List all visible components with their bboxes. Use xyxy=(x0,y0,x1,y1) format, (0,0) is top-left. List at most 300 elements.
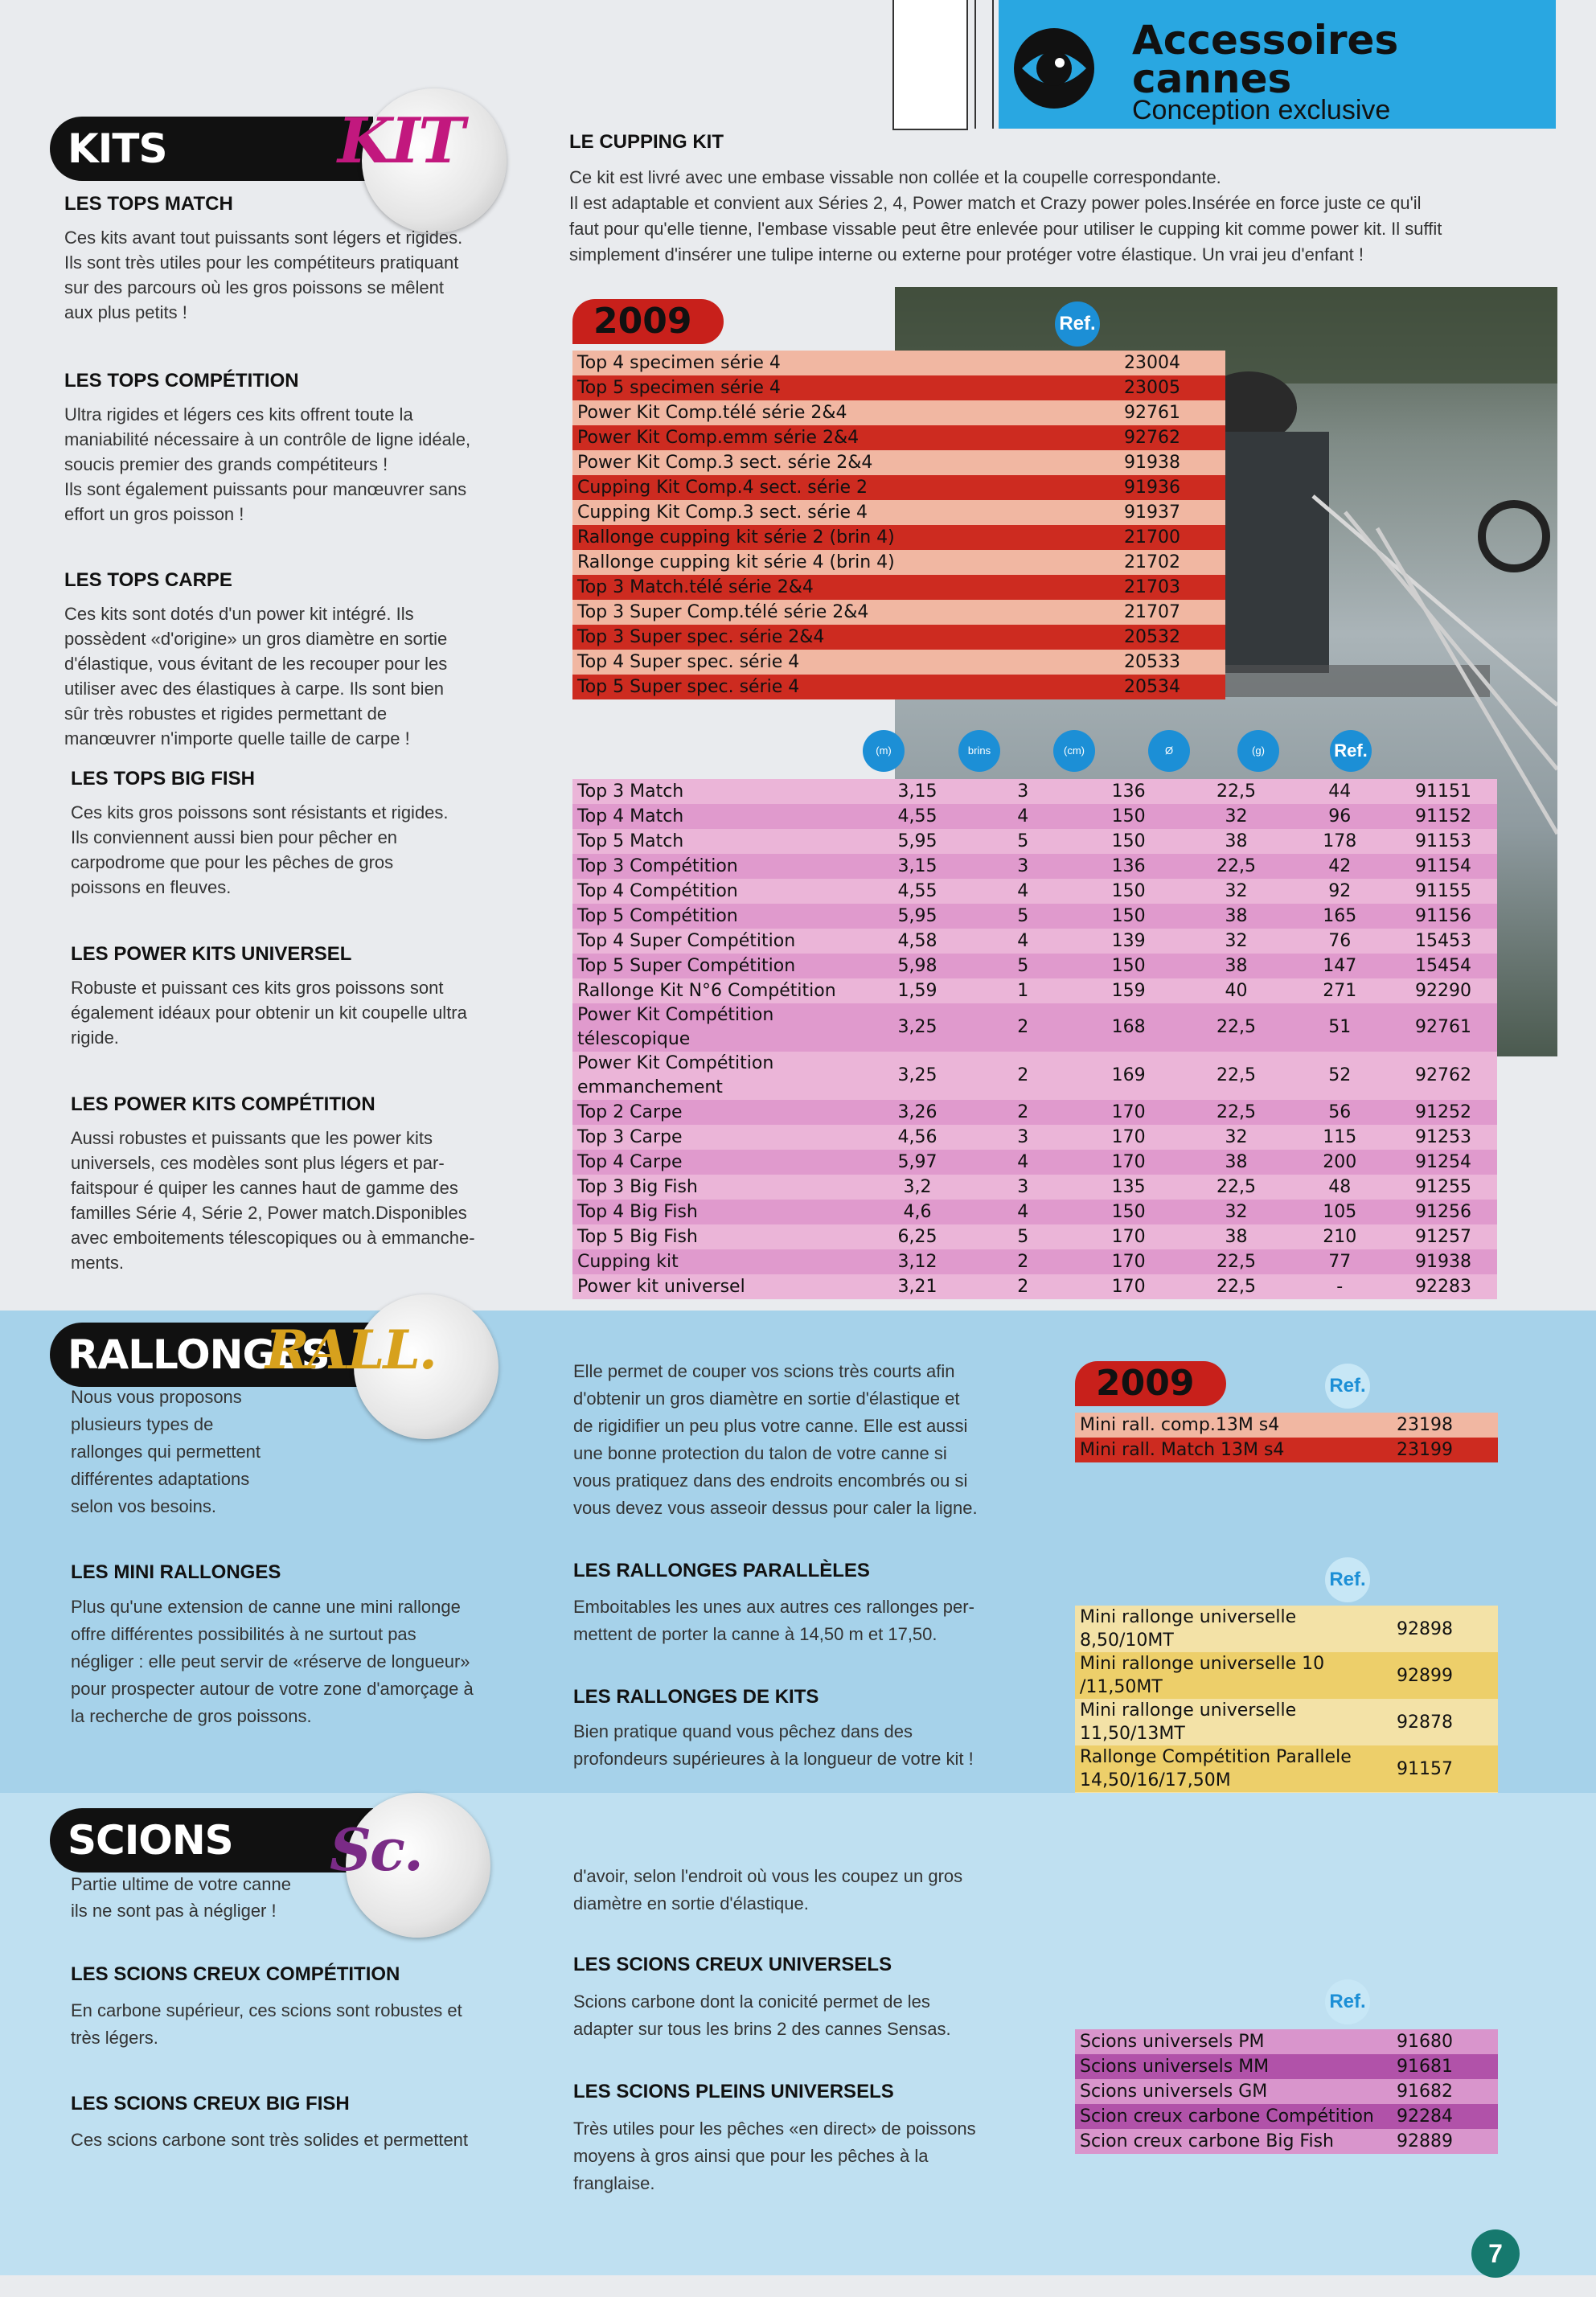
text-line: simplement d'insérer une tulipe interne ou externe pour protéger votre élastique. Un vrai jeu d'enfant ! xyxy=(569,244,1364,265)
table-row xyxy=(1075,2029,1498,2054)
table-row xyxy=(572,600,1225,625)
text-line: Emboitables les unes aux autres ces rallonges per- xyxy=(573,1597,974,1617)
scions-bf-title: LES SCIONS CREUX BIG FISH xyxy=(71,2093,350,2114)
text-line: vous devez vous asseoir dessus pour caler la ligne. xyxy=(573,1498,978,1518)
spec-value-cell: 3 xyxy=(1017,781,1029,802)
spec-value-cell: 1 xyxy=(1017,980,1029,1001)
table-row xyxy=(572,550,1225,575)
spec-row xyxy=(572,978,1497,1003)
label-cell: Top 4 specimen série 4 xyxy=(577,352,781,373)
kits-section-line: d'élastique, vous évitant de les recouper pour les xyxy=(64,654,448,674)
spec-value-cell: 3,26 xyxy=(897,1101,937,1122)
spec-value-cell: 38 xyxy=(1225,955,1248,976)
spec-value-cell: 4 xyxy=(1017,880,1029,901)
spec-value-cell: 15454 xyxy=(1415,955,1472,976)
table-row xyxy=(572,450,1225,475)
spec-value-cell: 3,15 xyxy=(897,781,937,802)
scions-logo-word: Sc. xyxy=(330,1815,422,1884)
spec-row xyxy=(572,929,1497,954)
spec-value-cell: 2 xyxy=(1017,1251,1029,1272)
spec-value-cell: 150 xyxy=(1111,905,1146,926)
spec-value-cell: 3 xyxy=(1017,1176,1029,1197)
spec-value-cell: 91155 xyxy=(1415,880,1472,901)
kits-section-line: universels, ces modèles sont plus légers et par- xyxy=(71,1153,445,1173)
label-cell: Rallonge cupping kit série 2 (brin 4) xyxy=(577,527,895,548)
spec-value-cell: 22,5 xyxy=(1216,1276,1256,1297)
spec-value-cell: 92 xyxy=(1328,880,1352,901)
kits-section-line: rigide. xyxy=(71,1027,119,1048)
ref-cell: 91936 xyxy=(1124,477,1180,498)
text-line: Il est adaptable et convient aux Séries 2, 4, Power match et Crazy power poles.Insérée en force juste ce qu'il xyxy=(569,193,1422,213)
spec-value-cell: 1,59 xyxy=(897,980,937,1001)
spec-value-cell: 5 xyxy=(1017,831,1029,851)
text-line: franglaise. xyxy=(573,2173,655,2193)
text-line: Ce kit est livré avec une embase vissable non collée et la coupelle correspondante. xyxy=(569,167,1221,187)
spec-name-cell: Top 3 Compétition xyxy=(577,855,738,876)
spec-value-cell: 91938 xyxy=(1415,1251,1472,1272)
spec-value-cell: 135 xyxy=(1111,1176,1146,1197)
spec-name-cell: Top 4 Carpe xyxy=(577,1151,683,1172)
text-line: moyens à gros ainsi que pour les pêches à la xyxy=(573,2146,929,2166)
spec-name-cell: Power Kit Compétition emmanchement xyxy=(577,1053,774,1097)
kits-section-line: soucis premier des grands compétiteurs ! xyxy=(64,454,388,474)
spec-value-cell: 91156 xyxy=(1415,905,1472,926)
table-row xyxy=(572,400,1225,425)
fish-logo-icon xyxy=(1010,24,1098,113)
spec-value-cell: 2 xyxy=(1017,1276,1029,1297)
rallonges-paralleles-title: LES RALLONGES PARALLÈLES xyxy=(573,1560,870,1581)
page-number: 7 xyxy=(1471,2229,1520,2278)
rallonges-kits-title: LES RALLONGES DE KITS xyxy=(573,1686,819,1708)
spec-value-cell: 38 xyxy=(1225,831,1248,851)
label-cell: Top 5 Super spec. série 4 xyxy=(577,676,800,697)
label-cell: Scion creux carbone Compétition xyxy=(1080,2106,1374,2127)
kits-section-line: faitspour é quiper les cannes haut de gamme des xyxy=(71,1178,458,1198)
label-cell: Cupping Kit Comp.4 sect. série 2 xyxy=(577,477,868,498)
spec-value-cell: 92283 xyxy=(1415,1276,1472,1297)
kits-section-title: LES POWER KITS COMPÉTITION xyxy=(71,1093,375,1115)
label-cell: Top 3 Match.télé série 2&4 xyxy=(577,576,814,597)
spec-row xyxy=(572,879,1497,904)
spec-value-cell: 147 xyxy=(1323,955,1357,976)
spec-row xyxy=(572,804,1497,829)
table-row xyxy=(572,425,1225,450)
table-row xyxy=(1075,2079,1498,2104)
spec-name-cell: Top 3 Big Fish xyxy=(577,1176,698,1197)
spec-name-cell: Rallonge Kit N°6 Compétition xyxy=(577,980,836,1001)
kits-section-line: Ils sont également puissants pour manœuvrer sans xyxy=(64,479,467,499)
spec-value-cell: 150 xyxy=(1111,1201,1146,1222)
spec-value-cell: 165 xyxy=(1323,905,1357,926)
spec-row xyxy=(572,904,1497,929)
text-line: Elle permet de couper vos scions très courts afin xyxy=(573,1361,955,1381)
header-title-2: cannes xyxy=(1132,55,1292,102)
text-line: Nous vous proposons xyxy=(71,1387,242,1407)
spec-value-cell: 51 xyxy=(1328,1017,1352,1037)
kits-section-title: LES TOPS MATCH xyxy=(64,193,233,215)
kits-logo-word: KIT xyxy=(338,105,464,178)
spec-value-cell: 178 xyxy=(1323,831,1357,851)
spec-value-cell: 91255 xyxy=(1415,1176,1472,1197)
spec-value-cell: 170 xyxy=(1111,1226,1146,1247)
text-line: rallonges qui permettent xyxy=(71,1442,261,1462)
spec-name-cell: Power kit universel xyxy=(577,1276,745,1297)
ref-cell: 92898 xyxy=(1397,1618,1453,1639)
ref-cell: 20533 xyxy=(1124,651,1180,672)
ref-label-2009: Ref. xyxy=(1055,301,1100,347)
spec-value-cell: 32 xyxy=(1225,1126,1248,1147)
text-line: offre différentes possibilités à ne surtout pas xyxy=(71,1624,416,1644)
ref-cell: 92762 xyxy=(1124,427,1180,448)
spec-name-cell: Top 3 Carpe xyxy=(577,1126,683,1147)
kits-badge: KITS xyxy=(50,117,373,181)
spec-value-cell: 5,95 xyxy=(897,905,937,926)
spec-value-cell: 56 xyxy=(1328,1101,1352,1122)
spec-value-cell: 3,25 xyxy=(897,1065,937,1085)
kits-section-line: Ces kits gros poissons sont résistants et rigides. xyxy=(71,802,449,822)
text-line: faut pour qu'elle tienne, l'embase vissable peut être enlevée pour utiliser le cupping kit comme power kit. Il suffit xyxy=(569,219,1442,239)
kits-section-line: Ils sont très utiles pour les compétiteurs pratiquant xyxy=(64,252,459,273)
label-cell: Power Kit Comp.3 sect. série 2&4 xyxy=(577,452,873,473)
label-cell: Top 4 Super spec. série 4 xyxy=(577,651,800,672)
top-frame xyxy=(892,0,968,130)
spec-value-cell: 170 xyxy=(1111,1101,1146,1122)
label-cell: Cupping Kit Comp.3 sect. série 4 xyxy=(577,502,868,523)
label-cell: Mini rallonge universelle 8,50/10MT xyxy=(1080,1607,1297,1651)
scions-pu-title: LES SCIONS PLEINS UNIVERSELS xyxy=(573,2081,894,2102)
spec-name-cell: Top 5 Compétition xyxy=(577,905,738,926)
spec-value-cell: 4,56 xyxy=(897,1126,937,1147)
spec-value-cell: 22,5 xyxy=(1216,1251,1256,1272)
ref-cell: 91938 xyxy=(1124,452,1180,473)
kits-section-line: Robuste et puissant ces kits gros poissons sont xyxy=(71,978,444,998)
spec-row xyxy=(572,1100,1497,1125)
spec-row xyxy=(572,1224,1497,1249)
spec-value-cell: 5 xyxy=(1017,955,1029,976)
spec-value-cell: 4 xyxy=(1017,806,1029,827)
text-line: selon vos besoins. xyxy=(71,1496,216,1516)
label-cell: Scion creux carbone Big Fish xyxy=(1080,2131,1334,2151)
spec-value-cell: 136 xyxy=(1111,855,1146,876)
spec-row xyxy=(572,1274,1497,1299)
spec-value-cell: 210 xyxy=(1323,1226,1357,1247)
ref-cell: 91157 xyxy=(1397,1758,1453,1779)
text-line: En carbone supérieur, ces scions sont robustes et xyxy=(71,2000,462,2020)
spec-value-cell: 3 xyxy=(1017,855,1029,876)
text-line: pour prospecter autour de votre zone d'amorçage à xyxy=(71,1679,474,1699)
spec-value-cell: 150 xyxy=(1111,955,1146,976)
spec-value-cell: 6,25 xyxy=(897,1226,937,1247)
spec-value-cell: 44 xyxy=(1328,781,1352,802)
spec-value-cell: 170 xyxy=(1111,1126,1146,1147)
label-cell: Top 3 Super Comp.télé série 2&4 xyxy=(577,601,869,622)
table-row xyxy=(1075,1745,1498,1792)
table-row xyxy=(1075,1652,1498,1699)
kits-spec-table xyxy=(572,779,1497,1299)
kits-section-line: sûr très robustes et rigides permettant de xyxy=(64,703,388,724)
spec-value-cell: 91256 xyxy=(1415,1201,1472,1222)
spec-value-cell: 5 xyxy=(1017,1226,1029,1247)
spec-value-cell: 91252 xyxy=(1415,1101,1472,1122)
spec-value-cell: 2 xyxy=(1017,1101,1029,1122)
kits-section-line: utiliser avec des élastiques à carpe. Ils sont bien xyxy=(64,679,445,699)
spec-value-cell: 4,55 xyxy=(897,880,937,901)
ref-cell: 23005 xyxy=(1124,377,1180,398)
spec-header-icon: (cm) xyxy=(1053,730,1095,772)
spec-row xyxy=(572,1175,1497,1200)
label-cell: Top 5 specimen série 4 xyxy=(577,377,781,398)
table-row xyxy=(1075,2129,1498,2154)
text-line: d'avoir, selon l'endroit où vous les coupez un gros xyxy=(573,1866,963,1886)
ref-cell: 92899 xyxy=(1397,1665,1453,1686)
ref-cell: 92761 xyxy=(1124,402,1180,423)
label-cell: Mini rall. Match 13M s4 xyxy=(1080,1439,1285,1460)
spec-value-cell: 170 xyxy=(1111,1276,1146,1297)
label-cell: Rallonge cupping kit série 4 (brin 4) xyxy=(577,552,895,572)
scions-badge: SCIONS xyxy=(50,1808,373,1872)
spec-row xyxy=(572,1003,1497,1052)
kits-section-line: Aussi robustes et puissants que les power kits xyxy=(71,1128,433,1148)
spec-value-cell: 2 xyxy=(1017,1065,1029,1085)
kits-section-line: Ces kits sont dotés d'un power kit intégré. Ils xyxy=(64,604,414,624)
spec-value-cell: 168 xyxy=(1111,1017,1146,1037)
spec-value-cell: 91254 xyxy=(1415,1151,1472,1172)
spec-value-cell: 170 xyxy=(1111,1151,1146,1172)
spec-value-cell: 22,5 xyxy=(1216,1065,1256,1085)
spec-value-cell: 4,6 xyxy=(903,1201,932,1222)
table-row xyxy=(1075,2104,1498,2129)
text-line: négliger : elle peut servir de «réserve de longueur» xyxy=(71,1651,470,1671)
spec-value-cell: 91152 xyxy=(1415,806,1472,827)
spec-value-cell: 2 xyxy=(1017,1017,1029,1037)
text-line: une bonne protection du talon de votre canne si xyxy=(573,1443,947,1463)
kits-section-title: LES TOPS BIG FISH xyxy=(71,768,255,790)
kits-section-line: aux plus petits ! xyxy=(64,302,187,322)
table-row xyxy=(1075,1438,1498,1462)
spec-value-cell: 139 xyxy=(1111,930,1146,951)
rallonges-ref-label: Ref. xyxy=(1325,1364,1370,1409)
spec-value-cell: 22,5 xyxy=(1216,1101,1256,1122)
text-line: diamètre en sortie d'élastique. xyxy=(573,1893,809,1913)
spec-value-cell: 77 xyxy=(1328,1251,1352,1272)
text-line: très légers. xyxy=(71,2028,158,2048)
text-line: Ces scions carbone sont très solides et permettent xyxy=(71,2130,469,2150)
table-row xyxy=(572,525,1225,550)
spec-value-cell: 91154 xyxy=(1415,855,1472,876)
table-row xyxy=(1075,1606,1498,1652)
spec-value-cell: 38 xyxy=(1225,1151,1248,1172)
text-line: vous pratiquez dans des endroits encombrés ou si xyxy=(573,1470,968,1491)
kits-2009-table xyxy=(572,351,1225,699)
kits-section-line: Ultra rigides et légers ces kits offrent toute la xyxy=(64,404,413,425)
table-row xyxy=(572,650,1225,675)
spec-name-cell: Top 4 Match xyxy=(577,806,684,827)
spec-row xyxy=(572,829,1497,854)
spec-value-cell: 3,21 xyxy=(897,1276,937,1297)
spec-row xyxy=(572,779,1497,804)
spec-value-cell: 4 xyxy=(1017,1151,1029,1172)
spec-value-cell: 3,2 xyxy=(903,1176,932,1197)
kits-section-line: sur des parcours où les gros poissons se mêlent xyxy=(64,277,445,297)
spec-value-cell: 38 xyxy=(1225,905,1248,926)
spec-value-cell: 91153 xyxy=(1415,831,1472,851)
spec-value-cell: 3,12 xyxy=(897,1251,937,1272)
spec-value-cell: 76 xyxy=(1328,930,1352,951)
text-line: adapter sur tous les brins 2 des cannes Sensas. xyxy=(573,2019,951,2039)
spec-row xyxy=(572,1200,1497,1224)
kits-section-line: poissons en fleuves. xyxy=(71,877,232,897)
spec-header-icon: brins xyxy=(958,730,1000,772)
spec-value-cell: 22,5 xyxy=(1216,1176,1256,1197)
year-2009-label: 2009 xyxy=(572,299,724,344)
spec-value-cell: 22,5 xyxy=(1216,1017,1256,1037)
spec-value-cell: 38 xyxy=(1225,1226,1248,1247)
header-subtitle: Conception exclusive xyxy=(1132,95,1391,125)
spec-value-cell: 22,5 xyxy=(1216,855,1256,876)
table-row xyxy=(1075,2054,1498,2079)
ref-cell: 92284 xyxy=(1397,2106,1453,2127)
spec-value-cell: 91257 xyxy=(1415,1226,1472,1247)
spec-name-cell: Top 4 Super Compétition xyxy=(577,930,796,951)
spec-name-cell: Top 4 Compétition xyxy=(577,880,738,901)
spec-name-cell: Top 5 Super Compétition xyxy=(577,955,796,976)
spec-value-cell: 150 xyxy=(1111,806,1146,827)
table-row xyxy=(572,675,1225,699)
text-line: de rigidifier un peu plus votre canne. Elle est aussi xyxy=(573,1416,968,1436)
spec-value-cell: 92290 xyxy=(1415,980,1472,1001)
table-row xyxy=(572,351,1225,375)
text-line: Plus qu'une extension de canne une mini rallonge xyxy=(71,1597,461,1617)
spec-value-cell: 271 xyxy=(1323,980,1357,1001)
table-row xyxy=(572,575,1225,600)
spec-row xyxy=(572,1052,1497,1100)
label-cell: Mini rallonge universelle 11,50/13MT xyxy=(1080,1700,1297,1744)
table-row xyxy=(572,475,1225,500)
ref-cell: 20534 xyxy=(1124,676,1180,697)
spec-row xyxy=(572,954,1497,978)
ref-cell: 23198 xyxy=(1397,1414,1453,1435)
table-row xyxy=(572,500,1225,525)
spec-value-cell: 15453 xyxy=(1415,930,1472,951)
spec-value-cell: 5,98 xyxy=(897,955,937,976)
spec-name-cell: Top 5 Big Fish xyxy=(577,1226,698,1247)
ref-cell: 92878 xyxy=(1397,1712,1453,1733)
spec-header-icon: Ref. xyxy=(1330,730,1372,772)
kits-section-line: carpodrome que pour les pêches de gros xyxy=(71,852,394,872)
kits-section-title: LES POWER KITS UNIVERSEL xyxy=(71,943,352,965)
spec-value-cell: 32 xyxy=(1225,806,1248,827)
spec-value-cell: 4 xyxy=(1017,1201,1029,1222)
kits-section-line: Ils conviennent aussi bien pour pêcher en xyxy=(71,827,398,847)
scions-cc-title: LES SCIONS CREUX COMPÉTITION xyxy=(71,1963,400,1985)
spec-value-cell: 40 xyxy=(1225,980,1248,1001)
text-line: Bien pratique quand vous pêchez dans des xyxy=(573,1721,913,1741)
kits-section-line: possèdent «d'origine» un gros diamètre en sortie xyxy=(64,629,448,649)
ref-cell: 91681 xyxy=(1397,2057,1453,2077)
scions-table xyxy=(1075,2029,1498,2154)
ref-cell: 91682 xyxy=(1397,2082,1453,2102)
rallonges-year-label: 2009 xyxy=(1075,1361,1226,1406)
ref-cell: 21703 xyxy=(1124,576,1180,597)
scions-ref-label: Ref. xyxy=(1325,1979,1370,2024)
table-row xyxy=(1075,1413,1498,1438)
label-cell: Mini rallonge universelle 10 /11,50MT xyxy=(1080,1654,1325,1697)
spec-value-cell: 42 xyxy=(1328,855,1352,876)
table-row xyxy=(572,625,1225,650)
header-title-1: Accessoires xyxy=(1132,17,1399,64)
kits-section-title: LES TOPS CARPE xyxy=(64,569,232,591)
spec-value-cell: 136 xyxy=(1111,781,1146,802)
ref-cell: 91680 xyxy=(1397,2032,1453,2052)
kits-section-line: également idéaux pour obtenir un kit coupelle ultra xyxy=(71,1003,467,1023)
label-cell: Scions universels PM xyxy=(1080,2032,1265,2052)
spec-name-cell: Top 5 Match xyxy=(577,831,684,851)
spec-value-cell: 96 xyxy=(1328,806,1352,827)
label-cell: Power Kit Comp.télé série 2&4 xyxy=(577,402,847,423)
mini-rallonges-table xyxy=(1075,1413,1498,1462)
spec-value-cell: 5,97 xyxy=(897,1151,937,1172)
ref-cell: 23199 xyxy=(1397,1439,1453,1460)
kits-section-line: effort un gros poisson ! xyxy=(64,504,244,524)
kits-section-line: ments. xyxy=(71,1253,125,1273)
spec-row xyxy=(572,854,1497,879)
text-line: la recherche de gros poissons. xyxy=(71,1706,312,1726)
spec-header-icon: Ø xyxy=(1148,730,1190,772)
spec-value-cell: 169 xyxy=(1111,1065,1146,1085)
spec-value-cell: 92761 xyxy=(1415,1017,1472,1037)
kits-section-line: familles Série 4, Série 2, Power match.Disponibles xyxy=(71,1203,467,1223)
kits-section-line: Ces kits avant tout puissants sont légers et rigides. xyxy=(64,228,463,248)
spec-row xyxy=(572,1249,1497,1274)
ref-cell: 91937 xyxy=(1124,502,1180,523)
spec-value-cell: 159 xyxy=(1111,980,1146,1001)
spec-value-cell: 32 xyxy=(1225,880,1248,901)
spec-value-cell: 92762 xyxy=(1415,1065,1472,1085)
spec-value-cell: 52 xyxy=(1328,1065,1352,1085)
text-line: ils ne sont pas à négliger ! xyxy=(71,1901,277,1921)
spec-value-cell: 105 xyxy=(1323,1201,1357,1222)
kits-section-line: manœuvrer n'importe quelle taille de carpe ! xyxy=(64,728,410,749)
spec-name-cell: Cupping kit xyxy=(577,1251,679,1272)
ref-cell: 20532 xyxy=(1124,626,1180,647)
label-cell: Scions universels GM xyxy=(1080,2082,1268,2102)
mini-rallonges-title: LES MINI RALLONGES xyxy=(71,1561,281,1583)
text-line: Partie ultime de votre canne xyxy=(71,1874,291,1894)
top-frame-2 xyxy=(974,0,994,129)
label-cell: Mini rall. comp.13M s4 xyxy=(1080,1414,1280,1435)
table-row xyxy=(1075,1699,1498,1745)
spec-value-cell: 5 xyxy=(1017,905,1029,926)
label-cell: Top 3 Super spec. série 2&4 xyxy=(577,626,825,647)
spec-value-cell: 170 xyxy=(1111,1251,1146,1272)
rallonges-ref-label-2: Ref. xyxy=(1325,1557,1370,1602)
spec-value-cell: 115 xyxy=(1323,1126,1357,1147)
spec-value-cell: 4 xyxy=(1017,930,1029,951)
spec-row xyxy=(572,1150,1497,1175)
spec-value-cell: 32 xyxy=(1225,930,1248,951)
spec-value-cell: 32 xyxy=(1225,1201,1248,1222)
spec-header-icon: (m) xyxy=(863,730,905,772)
spec-value-cell: 22,5 xyxy=(1216,781,1256,802)
spec-name-cell: Top 3 Match xyxy=(577,781,684,802)
spec-name-cell: Power Kit Compétition télescopique xyxy=(577,1005,774,1049)
spec-value-cell: 200 xyxy=(1323,1151,1357,1172)
text-line: mettent de porter la canne à 14,50 m et 17,50. xyxy=(573,1624,937,1644)
spec-value-cell: 150 xyxy=(1111,880,1146,901)
ref-cell: 21707 xyxy=(1124,601,1180,622)
label-cell: Rallonge Compétition Parallele 14,50/16/17,50M xyxy=(1080,1747,1352,1790)
spec-name-cell: Top 4 Big Fish xyxy=(577,1201,698,1222)
